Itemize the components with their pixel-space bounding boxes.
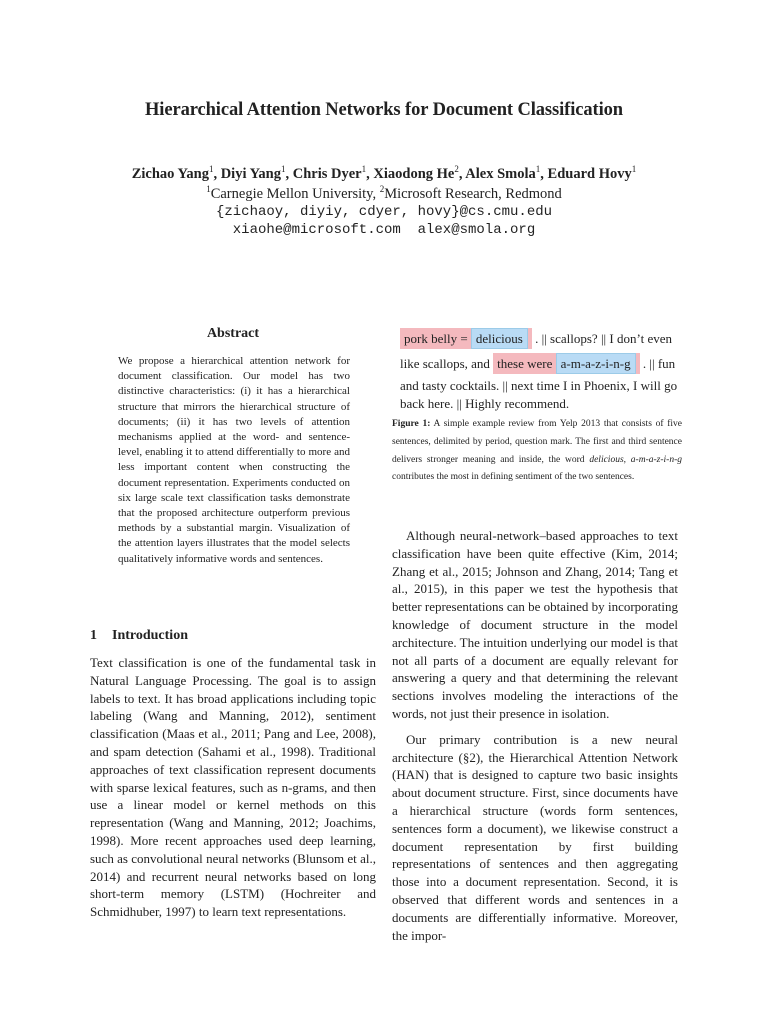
author-name: Zichao Yang bbox=[131, 165, 209, 182]
author-affil-mark: 1 bbox=[535, 164, 541, 174]
author-affil-mark: 1 bbox=[281, 164, 286, 174]
word-highlight: delicious bbox=[471, 328, 528, 349]
author-affil-mark: 1 bbox=[361, 164, 367, 174]
affil-mark: 2 bbox=[379, 184, 385, 194]
abstract-text: We propose a hierarchical attention network for document classification. Our model has two distinctive characteristics: (i) it has a hierarchical structure that mirrors the hierarchical structure of documents; (ii) it has two levels of attention mechanisms applied at the word- and sentence-level, enabling it to attend differentially to more and less important content when constructing the document representation. Experiments conducted on six large scale text classification tasks demonstrate that the proposed architecture outperform previous methods by a substantial margin. Visualization of the attention layers illustrates that the model selects qualitatively informative words and sentences. bbox=[118, 355, 350, 565]
section-heading bbox=[90, 628, 188, 644]
affiliation-cmu: Carnegie Mellon University, bbox=[210, 185, 380, 202]
intro-paragraph: Text classification is one of the fundamental task in Natural Language Processing. The goal is to assign labels to text. It has broad applications including topic labeling (Wang and Manning, 2012), sentiment classification (Maas et al., 2011; Pang and Lee, 2008), and spam detection (Sahami et al., 1998). Traditional approaches of text classification represent documents with sparse lexical features, such as n-grams, and then use a linear model or kernel methods on this representation (Wang and Manning, 2012; Joachims, 1998). More recent approaches used deep learning, such as convolutional neural networks (Blunsom et al., 2014) and recurrent neural networks based on long short-term memory (LSTM) (Hochreiter and Schmidhuber, 1997) to learn text representations. bbox=[90, 655, 376, 920]
sentence-highlight: pork belly = delicious bbox=[400, 328, 532, 349]
affiliation-microsoft: Microsoft Research, Redmond bbox=[384, 185, 562, 202]
affil-mark: 1 bbox=[206, 184, 211, 194]
author-affil-mark: 1 bbox=[631, 164, 637, 174]
figure1-caption: Figure 1: A simple example review from Yelp 2013 that consists of five sentences, delimited by period, question mark. The first and third sentence delivers stronger meaning and inside, the word delicious, a-m-a-z-i-n-g contributes the most in defining sentiment of the two sentences. bbox=[392, 419, 682, 483]
body-paragraph: Although neural-network–based approaches to text classification have been quite effective (Kim, 2014; Zhang et al., 2015; Johnson and Zhang, 2014; Tang et al., 2015), in this paper we test the hypothesis that better representations can be obtained by incorporating knowledge of document structure in the model architecture. The intuition underlying our model is that not all parts of a document are equally relevant for answering a query and that determining the relevant sections involves modeling the interactions of the words, not just their presence in isolation. bbox=[392, 528, 678, 721]
email-line: xiaohe@microsoft.com alex@smola.org bbox=[232, 222, 536, 238]
affiliations bbox=[0, 184, 768, 203]
author-affil-mark: 2 bbox=[454, 164, 459, 174]
author-name: Chris Dyer bbox=[292, 165, 362, 182]
sentence-highlight: these were a-m-a-z-i-n-g bbox=[493, 353, 639, 374]
author-name: Xiaodong He bbox=[373, 165, 455, 182]
author-name: Alex Smola bbox=[465, 165, 536, 182]
caption-italic: delicious, a-m-a-z-i-n-g bbox=[589, 454, 682, 465]
email-line: {zichaoy, diyiy, cdyer, hovy}@cs.cmu.edu bbox=[215, 204, 553, 220]
figure1-example bbox=[400, 326, 686, 376]
example-line: pork belly = delicious . || scallops? || I don’t even bbox=[400, 326, 686, 351]
right-column-body bbox=[392, 527, 678, 944]
body-paragraph: Our primary contribution is a new neural architecture (§2), the Hierarchical Attention Network (HAN) that is designed to capture two basic insights about document structure. First, since documents have a hierarchical structure (words form sentences, sentences form a document), we likewise construct a document representation by first building representations of sentences and then aggregating those into a document representation. Second, it is observed that different words and sentences in a documents are differentially informative. Moreover, the impor- bbox=[392, 731, 678, 943]
section-title: Introduction bbox=[112, 628, 188, 643]
example-continuation: and tasty cocktails. || next time I in Phoenix, I will go back here. || Highly recommend. bbox=[400, 378, 678, 411]
word-highlight: a-m-a-z-i-n-g bbox=[556, 353, 636, 374]
abstract-heading: Abstract bbox=[206, 326, 260, 341]
author-list: Zichao Yang$^1$, Diyi Yang$^1$, Chris Dyer$^1$, Xiaodong He$^2$, Alex Smola$^1$, Eduard Hovy$^1$ bbox=[131, 164, 637, 182]
section-number: 1 bbox=[90, 628, 97, 643]
example-line: like scallops, and these were a-m-a-z-i-n-g . || fun bbox=[400, 351, 686, 376]
author-name: Diyi Yang bbox=[220, 165, 281, 182]
paper-title: Hierarchical Attention Networks for Document Classification bbox=[145, 100, 623, 120]
author-name: Eduard Hovy bbox=[547, 165, 632, 182]
figure-label: Figure 1: bbox=[392, 419, 431, 429]
author-affil-mark: 1 bbox=[208, 164, 214, 174]
